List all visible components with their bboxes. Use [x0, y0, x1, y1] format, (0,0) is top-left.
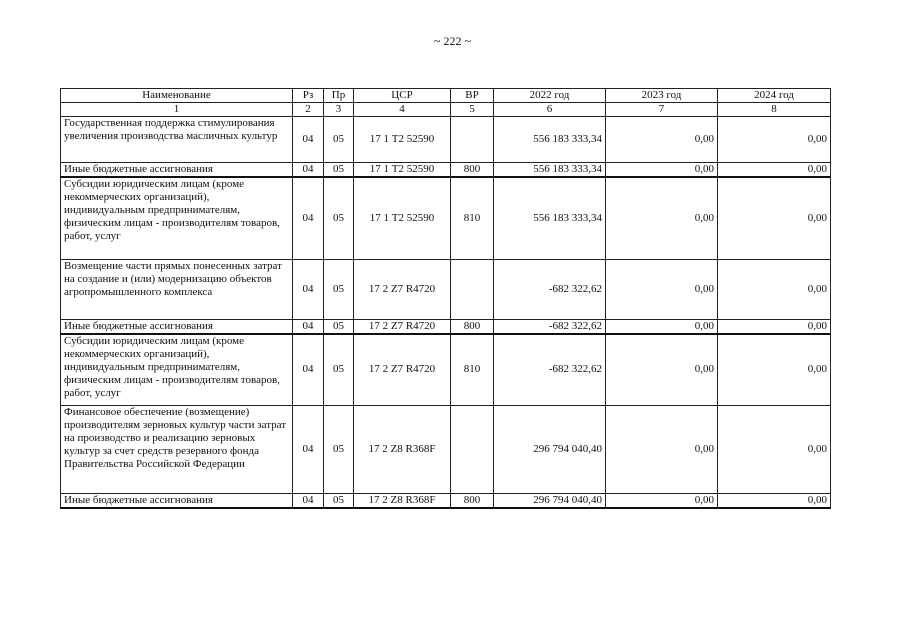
row-name: Иные бюджетные ассигнования [61, 319, 293, 334]
amount-2022: 296 794 040,40 [494, 406, 606, 494]
table-row [61, 259, 831, 319]
table-row [61, 494, 831, 509]
table-row [61, 177, 831, 259]
amount-2023: 0,00 [606, 406, 718, 494]
amount-2023: 0,00 [606, 117, 718, 163]
header-cell: Пр [324, 89, 354, 103]
column-number: 6 [494, 103, 606, 117]
pr-cell: 05 [324, 319, 354, 334]
vr-cell: 800 [451, 163, 494, 178]
header-row [61, 89, 831, 103]
column-number: 4 [354, 103, 451, 117]
rz-cell: 04 [293, 177, 324, 259]
row-name: Финансовое обеспечение (возмещение) производителям зерновых культур части затрат на производство и реализацию зерновых культур за счет средств резервного фонда Правительства Российской Федерации [61, 406, 293, 494]
amount-2023: 0,00 [606, 334, 718, 406]
header-cell: ЦСР [354, 89, 451, 103]
table-row [61, 117, 831, 163]
row-name: Иные бюджетные ассигнования [61, 494, 293, 509]
amount-2022: 556 183 333,34 [494, 163, 606, 178]
rz-cell: 04 [293, 259, 324, 319]
budget-table [60, 88, 831, 509]
table-row [61, 163, 831, 178]
rz-cell: 04 [293, 117, 324, 163]
csr-cell: 17 1 Т2 52590 [354, 177, 451, 259]
column-number: 7 [606, 103, 718, 117]
csr-cell: 17 1 Т2 52590 [354, 163, 451, 178]
pr-cell: 05 [324, 163, 354, 178]
row-name: Возмещение части прямых понесенных затрат на создание и (или) модернизацию объектов агропромышленного комплекса [61, 259, 293, 319]
row-name: Субсидии юридическим лицам (кроме некоммерческих организаций), индивидуальным предпринимателям, физическим лицам - производителям товаров, работ, услуг [61, 177, 293, 259]
vr-cell: 800 [451, 319, 494, 334]
pr-cell: 05 [324, 334, 354, 406]
amount-2023: 0,00 [606, 259, 718, 319]
header-cell: Рз [293, 89, 324, 103]
row-name: Субсидии юридическим лицам (кроме некоммерческих организаций), индивидуальным предпринимателям, физическим лицам - производителям товаров, работ, услуг [61, 334, 293, 406]
amount-2022: 556 183 333,34 [494, 117, 606, 163]
rz-cell: 04 [293, 319, 324, 334]
header-cell: 2023 год [606, 89, 718, 103]
amount-2024: 0,00 [718, 177, 831, 259]
column-number: 1 [61, 103, 293, 117]
csr-cell: 17 2 Z8 R368F [354, 406, 451, 494]
amount-2022: -682 322,62 [494, 334, 606, 406]
pr-cell: 05 [324, 494, 354, 509]
csr-cell: 17 2 Z7 R4720 [354, 319, 451, 334]
column-number: 3 [324, 103, 354, 117]
header-cell: ВР [451, 89, 494, 103]
amount-2024: 0,00 [718, 494, 831, 509]
pr-cell: 05 [324, 259, 354, 319]
row-name: Государственная поддержка стимулирования увеличения производства масличных культур [61, 117, 293, 163]
pr-cell: 05 [324, 406, 354, 494]
column-number: 8 [718, 103, 831, 117]
vr-cell [451, 406, 494, 494]
amount-2024: 0,00 [718, 259, 831, 319]
row-name: Иные бюджетные ассигнования [61, 163, 293, 178]
vr-cell: 810 [451, 334, 494, 406]
amount-2024: 0,00 [718, 163, 831, 178]
amount-2024: 0,00 [718, 406, 831, 494]
amount-2022: 296 794 040,40 [494, 494, 606, 509]
csr-cell: 17 2 Z8 R368F [354, 494, 451, 509]
page-number: ~ 222 ~ [434, 34, 471, 48]
vr-cell [451, 117, 494, 163]
header-cell: 2022 год [494, 89, 606, 103]
rz-cell: 04 [293, 406, 324, 494]
rz-cell: 04 [293, 334, 324, 406]
vr-cell: 800 [451, 494, 494, 509]
csr-cell: 17 1 Т2 52590 [354, 117, 451, 163]
column-number: 5 [451, 103, 494, 117]
table-row [61, 406, 831, 494]
header-cell: 2024 год [718, 89, 831, 103]
pr-cell: 05 [324, 117, 354, 163]
csr-cell: 17 2 Z7 R4720 [354, 334, 451, 406]
csr-cell: 17 2 Z7 R4720 [354, 259, 451, 319]
amount-2023: 0,00 [606, 177, 718, 259]
column-number-row [61, 103, 831, 117]
rz-cell: 04 [293, 163, 324, 178]
amount-2023: 0,00 [606, 494, 718, 509]
amount-2024: 0,00 [718, 334, 831, 406]
vr-cell: 810 [451, 177, 494, 259]
amount-2023: 0,00 [606, 163, 718, 178]
pr-cell: 05 [324, 177, 354, 259]
amount-2022: 556 183 333,34 [494, 177, 606, 259]
amount-2024: 0,00 [718, 319, 831, 334]
table-row [61, 319, 831, 334]
header-cell: Наименование [61, 89, 293, 103]
table-row [61, 334, 831, 406]
vr-cell [451, 259, 494, 319]
amount-2023: 0,00 [606, 319, 718, 334]
amount-2022: -682 322,62 [494, 319, 606, 334]
amount-2022: -682 322,62 [494, 259, 606, 319]
rz-cell: 04 [293, 494, 324, 509]
amount-2024: 0,00 [718, 117, 831, 163]
column-number: 2 [293, 103, 324, 117]
